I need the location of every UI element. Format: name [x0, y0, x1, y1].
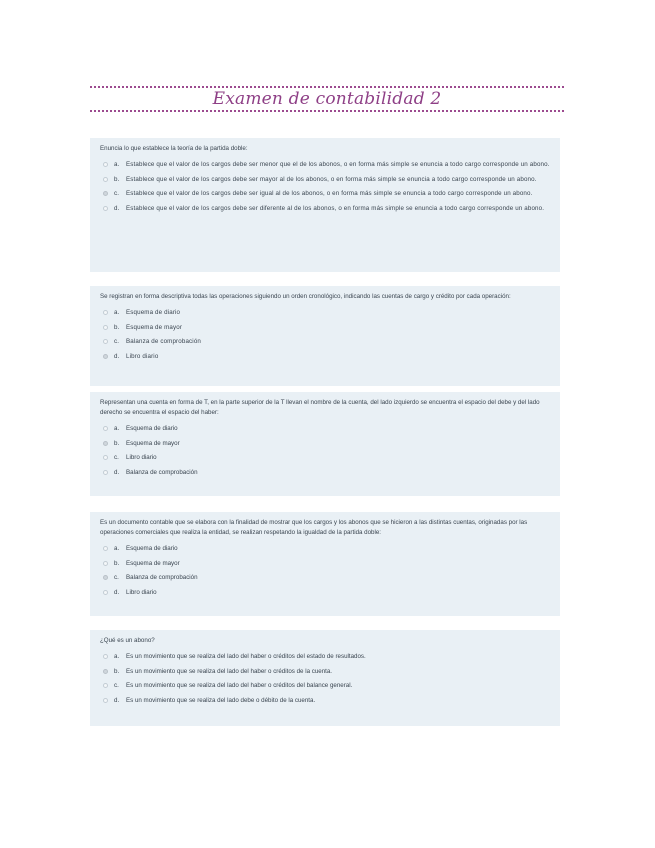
answer-option-d[interactable] [100, 204, 550, 214]
answer-option-c[interactable] [100, 189, 550, 199]
option-letter: c. [114, 682, 119, 689]
option-letter: d. [114, 468, 120, 476]
option-text: Balanza de comprobación [126, 338, 201, 345]
answer-option-c[interactable] [100, 681, 550, 691]
option-letter: a. [114, 425, 120, 432]
answer-option-d[interactable] [100, 352, 550, 362]
title-banner [90, 86, 564, 112]
option-letter: a. [114, 545, 120, 552]
option-text: Es un movimiento que se realiza del lado del haber o créditos de la cuenta. [126, 667, 333, 675]
option-text: Esquema de mayor [126, 439, 180, 447]
option-letter: c. [114, 190, 120, 197]
answer-option-c[interactable] [100, 453, 550, 463]
radio-button[interactable] [103, 162, 108, 167]
radio-button[interactable] [103, 546, 108, 551]
radio-button[interactable] [103, 698, 108, 703]
option-text: Esquema de diario [126, 309, 181, 316]
answer-option-a[interactable] [100, 160, 550, 170]
radio-button-selected[interactable] [103, 575, 108, 580]
option-letter: a. [114, 161, 120, 168]
option-text: Es un movimiento que se realiza del lado del haber o créditos del balance general. [126, 682, 353, 689]
option-letter: d. [114, 588, 120, 596]
question-prompt: Se registran en forma descriptiva todas las operaciones siguiendo un orden cronológico, indicando las cuentas de cargo y crédito por cada operación: [100, 293, 511, 300]
question-prompt: Es un documento contable que se elabora con la finalidad de mostrar que los cargos y los abonos que se hicieron a las distintas cuentas, originadas por las operaciones comerciales que realiza la entidad, se realizan respetando la igualdad de la partida doble: [100, 519, 528, 536]
option-text: Establece que el valor de los cargos debe ser mayor al de los abonos, o en forma más simple se enuncia a todo cargo corresponde un abono. [126, 175, 537, 183]
option-text: Esquema de mayor [126, 559, 180, 567]
answer-option-b[interactable] [100, 175, 550, 185]
top-dotted-divider [90, 86, 564, 88]
answer-option-b[interactable] [100, 323, 550, 333]
radio-button-selected[interactable] [103, 669, 108, 674]
radio-button[interactable] [103, 310, 108, 315]
answer-option-d[interactable] [100, 588, 550, 598]
answer-option-a[interactable] [100, 652, 550, 662]
answer-option-d[interactable] [100, 696, 550, 706]
radio-button[interactable] [103, 683, 108, 688]
question-prompt: ¿Qué es un abono? [100, 637, 155, 644]
option-text: Establece que el valor de los cargos debe ser menor que el de los abonos, o en forma más simple se enuncia a todo cargo corresponde un abono. [126, 161, 550, 168]
answer-option-b[interactable] [100, 559, 550, 569]
radio-button[interactable] [103, 561, 108, 566]
answer-option-a[interactable] [100, 308, 550, 318]
answer-option-a[interactable] [100, 424, 550, 434]
question-prompt: Representan una cuenta en forma de T, en la parte superior de la T llevan el nombre de la cuenta, del lado izquierdo se encuentra el espacio del debe y del lado derecho se encuentra el espacio del haber: [100, 399, 540, 416]
radio-button[interactable] [103, 654, 108, 659]
option-text: Establece que el valor de los cargos debe ser igual al de los abonos, o en forma más simple se enuncia a todo cargo corresponde un abono. [126, 190, 533, 197]
radio-button[interactable] [103, 177, 108, 182]
question-card-5 [90, 630, 560, 726]
radio-button[interactable] [103, 455, 108, 460]
answer-option-b[interactable] [100, 439, 550, 449]
radio-button[interactable] [103, 426, 108, 431]
option-letter: a. [114, 653, 120, 660]
option-text: Esquema de mayor [126, 323, 183, 331]
option-text: Libro diario [126, 588, 157, 596]
option-letter: c. [114, 454, 119, 461]
radio-button[interactable] [103, 590, 108, 595]
radio-button-selected[interactable] [103, 441, 108, 446]
answer-option-a[interactable] [100, 544, 550, 554]
option-text: Balanza de comprobación [126, 574, 198, 581]
option-letter: d. [114, 352, 120, 360]
option-text: Es un movimiento que se realiza del lado debe o débito de la cuenta. [126, 696, 316, 704]
option-text: Esquema de diario [126, 545, 178, 552]
radio-button[interactable] [103, 470, 108, 475]
option-letter: b. [114, 439, 120, 447]
option-text: Establece que el valor de los cargos debe ser diferente al de los abonos, o en forma más simple se enuncia a todo cargo corresponde un abono. [126, 204, 545, 212]
question-prompt: Enuncia lo que establece la teoría de la partida doble: [100, 145, 248, 152]
question-card-3 [90, 392, 560, 496]
answer-option-b[interactable] [100, 667, 550, 677]
option-letter: c. [114, 338, 120, 345]
option-text: Balanza de comprobación [126, 468, 198, 476]
radio-button[interactable] [103, 325, 108, 330]
radio-button-selected[interactable] [103, 354, 108, 359]
page-title: Examen de contabilidad 2 [212, 89, 442, 109]
answer-option-d[interactable] [100, 468, 550, 478]
answer-option-c[interactable] [100, 573, 550, 583]
option-letter: b. [114, 175, 120, 183]
option-letter: b. [114, 559, 120, 567]
answer-option-c[interactable] [100, 337, 550, 347]
bottom-dotted-divider [90, 110, 564, 112]
option-letter: c. [114, 574, 119, 581]
option-letter: d. [114, 204, 120, 212]
question-card-1 [90, 138, 560, 272]
option-text: Libro diario [126, 454, 157, 461]
question-card-4 [90, 512, 560, 616]
radio-button[interactable] [103, 206, 108, 211]
option-letter: b. [114, 323, 120, 331]
option-text: Es un movimiento que se realiza del lado del haber o créditos del estado de resultados. [126, 653, 366, 660]
option-letter: d. [114, 696, 120, 704]
radio-button-selected[interactable] [103, 191, 108, 196]
option-text: Esquema de diario [126, 425, 178, 432]
radio-button[interactable] [103, 339, 108, 344]
option-letter: b. [114, 667, 120, 675]
question-card-2 [90, 286, 560, 386]
option-text: Libro diario [126, 352, 159, 360]
option-letter: a. [114, 309, 120, 316]
